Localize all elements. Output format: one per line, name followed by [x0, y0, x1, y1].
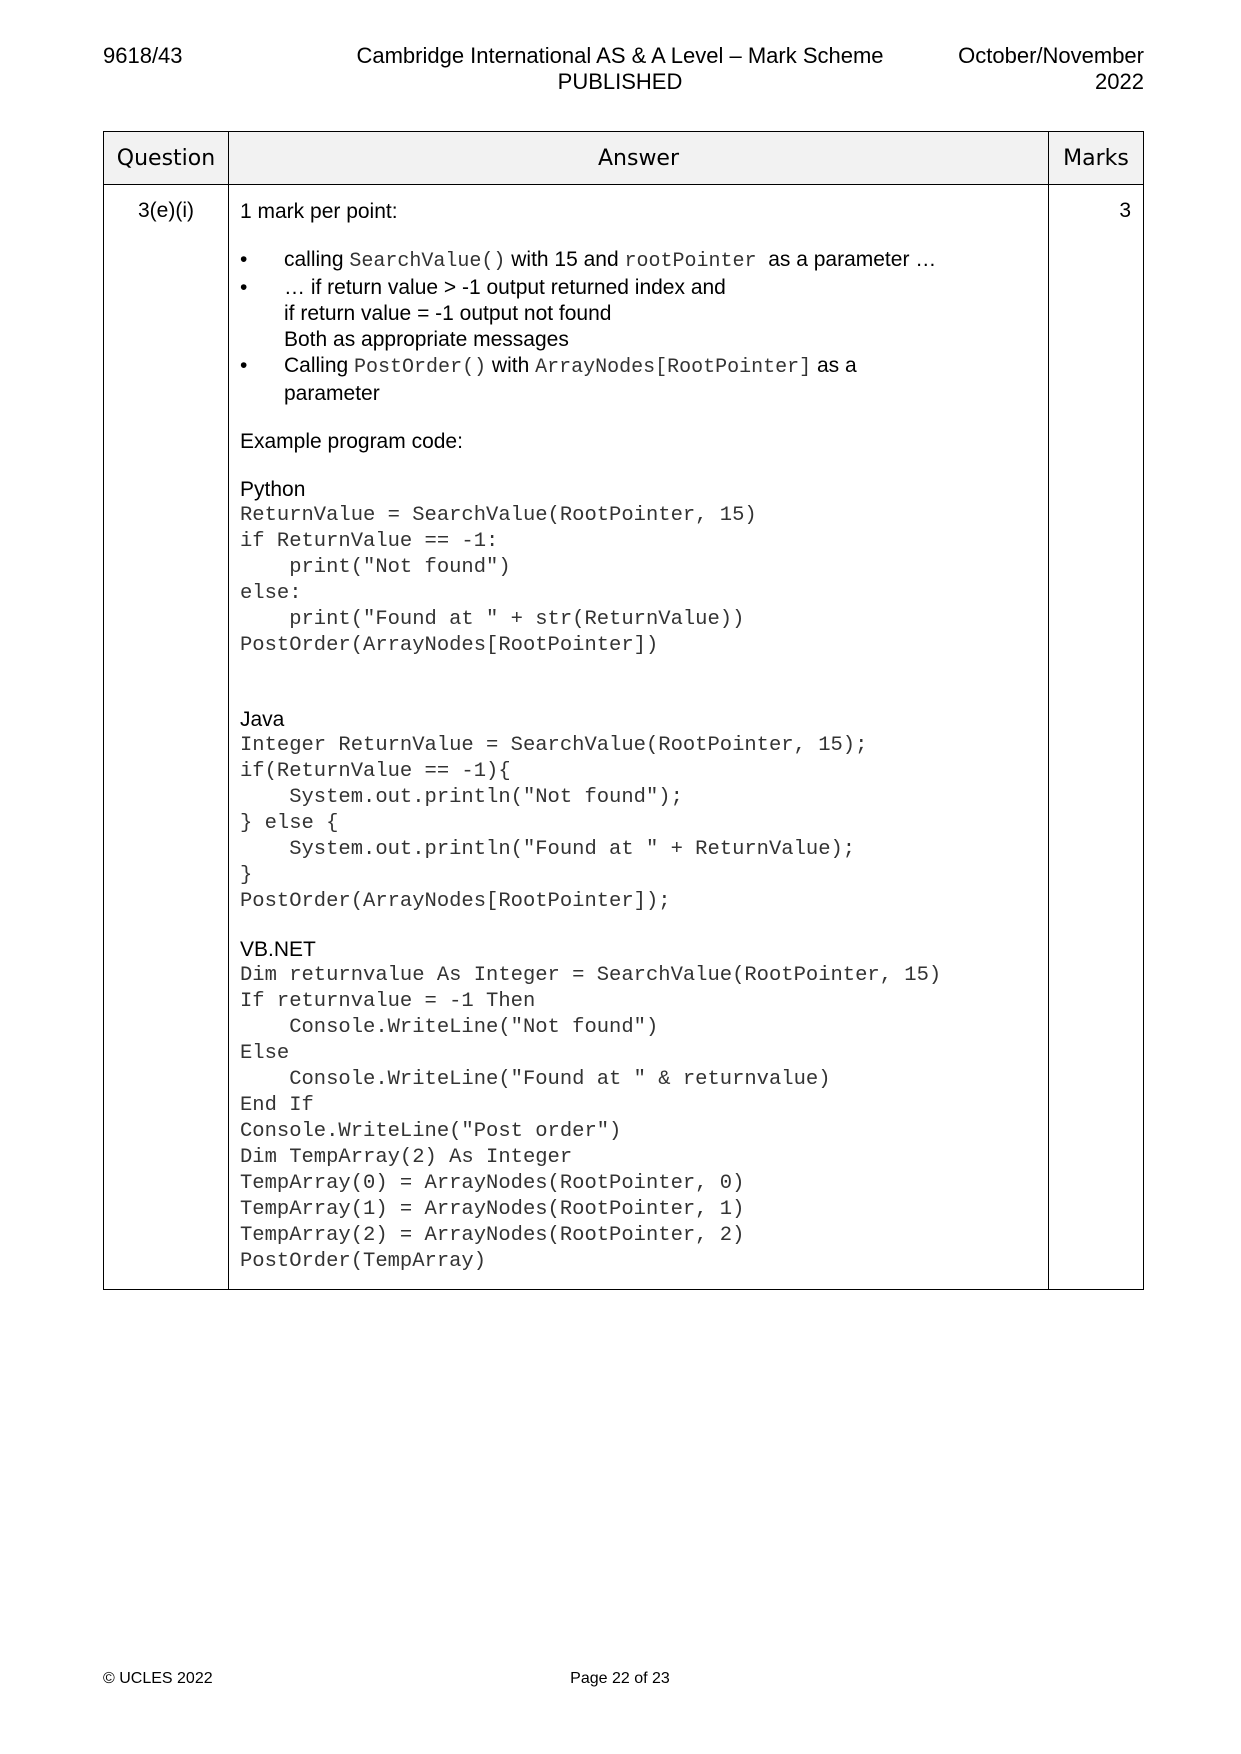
point-text: Both as appropriate messages [284, 328, 569, 351]
point-text: with [486, 354, 536, 377]
document-title [330, 43, 910, 95]
python-label: Python [240, 478, 306, 501]
vbnet-label: VB.NET [240, 938, 316, 961]
point-text: with 15 and [505, 248, 625, 271]
point-text: as a parameter … [756, 248, 937, 271]
list-item [240, 275, 1036, 353]
title-line-2: PUBLISHED [557, 69, 683, 94]
code-inline: rootPointer [624, 250, 757, 273]
list-item [240, 353, 1036, 407]
point-text: parameter [284, 382, 380, 405]
vbnet-code-block: Dim returnvalue As Integer = SearchValue(RootPointer, 15) If returnvalue = -1 Then Console.WriteLine("Not found") Else Console.WriteLine("Found at " & returnvalue) End If Console.WriteLine("Post order") Dim TempArray(2) As Integer TempArray(0) = ArrayNodes(RootPointer, 0) TempArray(1) = ArrayNodes(RootPointer, 1) TempArray(2) = ArrayNodes(RootPointer, 2) PostOrder(TempArray) [240, 964, 942, 1273]
session-line-1: October/November [958, 43, 1144, 68]
point-text: as a [811, 354, 857, 377]
code-inline: PostOrder() [354, 356, 487, 379]
session-line-2: 2022 [1095, 69, 1144, 94]
page-number: Page 22 of 23 [570, 1670, 670, 1687]
marks-column-header: Marks [1049, 132, 1144, 185]
question-column-header: Question [104, 132, 229, 185]
point-text: if return value = -1 output not found [284, 302, 612, 325]
table-row [104, 185, 1144, 1290]
java-code-block: Integer ReturnValue = SearchValue(RootPointer, 15); if(ReturnValue == -1){ System.out.println("Not found"); } else { System.out.println("Found at " + ReturnValue); } PostOrder(ArrayNodes[RootPointer]); [240, 734, 868, 913]
point-text: • … if return value > -1 output returned index and [284, 276, 726, 299]
list-item [240, 247, 1036, 275]
marking-intro: 1 mark per point: [240, 200, 398, 223]
marking-points-list [240, 247, 1036, 407]
java-label: Java [240, 708, 285, 731]
code-inline: ArrayNodes[RootPointer] [535, 356, 812, 379]
point-text: calling [284, 248, 350, 271]
point-text: Calling [284, 354, 355, 377]
paper-code: 9618/43 [103, 43, 183, 68]
table-header-row [104, 132, 1144, 185]
example-label: Example program code: [240, 430, 463, 453]
marks-value: 3 [1049, 185, 1144, 1290]
answer-cell [229, 185, 1049, 1290]
copyright-notice: © UCLES 2022 [103, 1670, 213, 1687]
python-code-block: ReturnValue = SearchValue(RootPointer, 15) if ReturnValue == -1: print("Not found") else: print("Found at " + str(ReturnValue)) PostOrder(ArrayNodes[RootPointer]) [240, 504, 757, 657]
code-inline: SearchValue() [349, 250, 506, 273]
exam-session [958, 43, 1144, 95]
mark-scheme-table [103, 131, 1144, 1290]
question-number: 3(e)(i) [104, 185, 229, 1290]
title-line-1: Cambridge International AS & A Level – Mark Scheme [356, 43, 884, 68]
answer-column-header: Answer [229, 132, 1049, 185]
